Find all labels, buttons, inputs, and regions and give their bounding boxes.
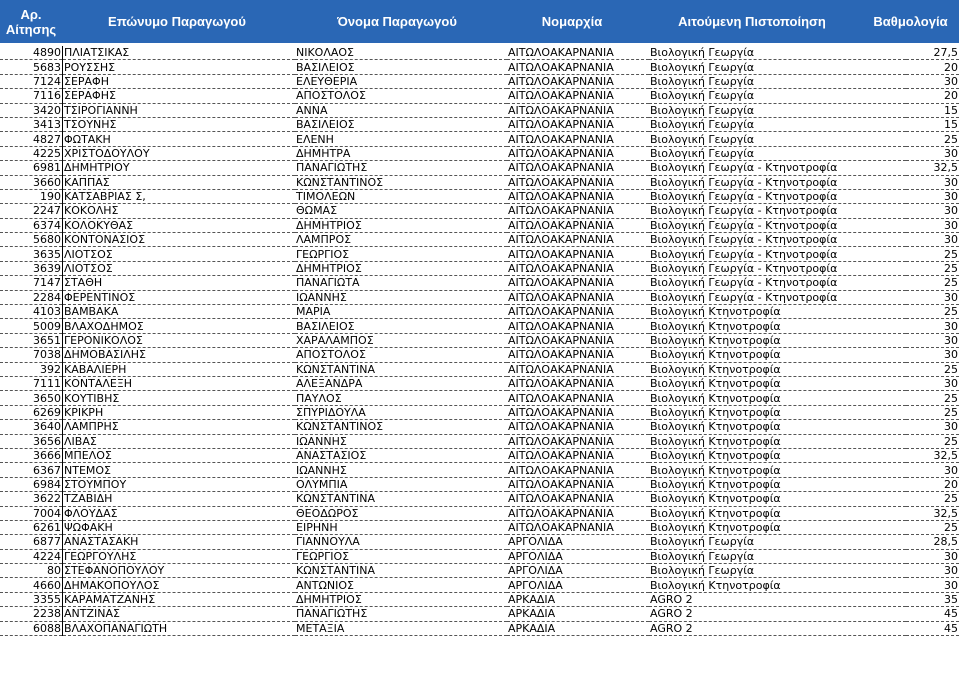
cell-name: ΔΗΜΗΤΡΙΟΣ [295, 218, 507, 232]
cell-surname: ΣΤΑΘΗ [63, 276, 296, 290]
cell-surname: ΣΕΡΑΦΗΣ [63, 89, 296, 103]
cell-prefecture: ΑΙΤΩΛΟΑΚΑΡΝΑΝΙΑ [507, 305, 649, 319]
cell-score: 30 [906, 74, 959, 88]
cell-name: ΒΑΣΙΛΕΙΟΣ [295, 60, 507, 74]
cell-surname: ΣΤΕΦΑΝΟΠΟΥΛΟΥ [63, 564, 296, 578]
cell-surname: ΣΤΟΥΜΠΟΥ [63, 477, 296, 491]
cell-id: 3660 [0, 175, 63, 189]
table-body [0, 46, 959, 636]
cell-id: 6261 [0, 520, 63, 534]
cell-score: 30 [906, 564, 959, 578]
cell-prefecture: ΑΙΤΩΛΟΑΚΑΡΝΑΝΙΑ [507, 189, 649, 203]
cell-score: 25 [906, 261, 959, 275]
cell-score: 30 [906, 578, 959, 592]
cell-name: ΓΕΩΡΓΙΟΣ [295, 247, 507, 261]
cell-prefecture: ΑΙΤΩΛΟΑΚΑΡΝΑΝΙΑ [507, 89, 649, 103]
cell-name: ΕΛΕΥΘΕΡΙΑ [295, 74, 507, 88]
cell-id: 3666 [0, 448, 63, 462]
cell-certification: Βιολογική Κτηνοτροφία [649, 391, 906, 405]
cell-score: 30 [906, 549, 959, 563]
cell-score: 25 [906, 247, 959, 261]
cell-prefecture: ΑΙΤΩΛΟΑΚΑΡΝΑΝΙΑ [507, 506, 649, 520]
cell-score: 25 [906, 492, 959, 506]
cell-name: ΜΕΤΑΞΙΑ [295, 621, 507, 635]
cell-id: 6984 [0, 477, 63, 491]
cell-certification: Βιολογική Κτηνοτροφία [649, 420, 906, 434]
cell-surname: ΔΗΜΑΚΟΠΟΥΛΟΣ [63, 578, 296, 592]
table-row[interactable] [0, 233, 959, 247]
table-row[interactable] [0, 117, 959, 131]
cell-prefecture: ΑΙΤΩΛΟΑΚΑΡΝΑΝΙΑ [507, 146, 649, 160]
cell-score: 15 [906, 103, 959, 117]
cell-score: 32,5 [906, 506, 959, 520]
cell-certification: Βιολογική Γεωργία [649, 117, 906, 131]
cell-certification: Βιολογική Κτηνοτροφία [649, 477, 906, 491]
cell-id: 3656 [0, 434, 63, 448]
cell-name: ΧΑΡΑΛΑΜΠΟΣ [295, 333, 507, 347]
cell-surname: ΛΑΜΠΡΗΣ [63, 420, 296, 434]
table-row[interactable] [0, 46, 959, 60]
cell-score: 30 [906, 290, 959, 304]
cell-certification: Βιολογική Γεωργία [649, 564, 906, 578]
table-row[interactable] [0, 463, 959, 477]
cell-id: 3622 [0, 492, 63, 506]
cell-name: ΠΑΝΑΓΙΩΤΗΣ [295, 161, 507, 175]
cell-name: ΜΑΡΙΑ [295, 305, 507, 319]
cell-score: 15 [906, 117, 959, 131]
cell-certification: Βιολογική Γεωργία - Κτηνοτροφία [649, 233, 906, 247]
cell-id: 7111 [0, 376, 63, 390]
table-row[interactable] [0, 261, 959, 275]
cell-prefecture: ΑΙΤΩΛΟΑΚΑΡΝΑΝΙΑ [507, 463, 649, 477]
cell-prefecture: ΑΙΤΩΛΟΑΚΑΡΝΑΝΙΑ [507, 218, 649, 232]
cell-id: 3420 [0, 103, 63, 117]
table-row[interactable] [0, 621, 959, 635]
cell-prefecture: ΑΙΤΩΛΟΑΚΑΡΝΑΝΙΑ [507, 319, 649, 333]
cell-prefecture: ΑΙΤΩΛΟΑΚΑΡΝΑΝΙΑ [507, 362, 649, 376]
table-row[interactable] [0, 564, 959, 578]
cell-name: ΤΙΜΟΛΕΩΝ [295, 189, 507, 203]
cell-surname: ΛΙΟΤΣΟΣ [63, 261, 296, 275]
cell-id: 392 [0, 362, 63, 376]
cell-surname: ΤΣΟΥΝΗΣ [63, 117, 296, 131]
cell-id: 2284 [0, 290, 63, 304]
cell-name: ΠΑΝΑΓΙΩΤΗΣ [295, 607, 507, 621]
cell-prefecture: ΑΙΤΩΛΟΑΚΑΡΝΑΝΙΑ [507, 261, 649, 275]
cell-surname: ΒΑΜΒΑΚΑ [63, 305, 296, 319]
cell-name: ΙΩΑΝΝΗΣ [295, 434, 507, 448]
cell-name: ΒΑΣΙΛΕΙΟΣ [295, 319, 507, 333]
cell-score: 30 [906, 175, 959, 189]
cell-certification: Βιολογική Κτηνοτροφία [649, 348, 906, 362]
table-row[interactable] [0, 146, 959, 160]
cell-certification: Βιολογική Γεωργία - Κτηνοτροφία [649, 204, 906, 218]
table-row[interactable] [0, 492, 959, 506]
cell-certification: Βιολογική Γεωργία [649, 535, 906, 549]
cell-score: 32,5 [906, 448, 959, 462]
table-row[interactable] [0, 592, 959, 606]
table-row[interactable] [0, 161, 959, 175]
table-row[interactable] [0, 290, 959, 304]
cell-id: 5683 [0, 60, 63, 74]
cell-id: 4660 [0, 578, 63, 592]
cell-surname: ΝΤΕΜΟΣ [63, 463, 296, 477]
table-row[interactable] [0, 607, 959, 621]
cell-id: 4103 [0, 305, 63, 319]
table-row[interactable] [0, 218, 959, 232]
cell-score: 45 [906, 607, 959, 621]
table-row[interactable] [0, 477, 959, 491]
cell-surname: ΦΕΡΕΝΤΙΝΟΣ [63, 290, 296, 304]
cell-surname: ΑΝΑΣΤΑΣΑΚΗ [63, 535, 296, 549]
cell-prefecture: ΑΙΤΩΛΟΑΚΑΡΝΑΝΙΑ [507, 520, 649, 534]
cell-surname: ΛΙΟΤΣΟΣ [63, 247, 296, 261]
cell-name: ΑΠΟΣΤΟΛΟΣ [295, 348, 507, 362]
cell-id: 80 [0, 564, 63, 578]
cell-prefecture: ΑΙΤΩΛΟΑΚΑΡΝΑΝΙΑ [507, 492, 649, 506]
cell-surname: ΠΛΙΑΤΣΙΚΑΣ [63, 46, 296, 60]
cell-certification: Βιολογική Γεωργία [649, 74, 906, 88]
cell-prefecture: ΑΙΤΩΛΟΑΚΑΡΝΑΝΙΑ [507, 247, 649, 261]
cell-name: ΓΕΩΡΓΙΟΣ [295, 549, 507, 563]
cell-score: 25 [906, 391, 959, 405]
cell-certification: Βιολογική Κτηνοτροφία [649, 520, 906, 534]
cell-name: ΙΩΑΝΝΗΣ [295, 290, 507, 304]
table-row[interactable] [0, 578, 959, 592]
column-header-certification[interactable]: Αιτούμενη Πιστοποίηση [678, 14, 826, 29]
cell-prefecture: ΑΡΚΑΔΙΑ [507, 592, 649, 606]
column-header-surname[interactable]: Επώνυμο Παραγωγού [108, 14, 246, 29]
cell-name: ΝΙΚΟΛΑΟΣ [295, 46, 507, 60]
table-row[interactable] [0, 175, 959, 189]
cell-certification: Βιολογική Γεωργία [649, 89, 906, 103]
cell-prefecture: ΑΙΤΩΛΟΑΚΑΡΝΑΝΙΑ [507, 204, 649, 218]
table-row[interactable] [0, 405, 959, 419]
cell-id: 190 [0, 189, 63, 203]
cell-score: 32,5 [906, 161, 959, 175]
cell-certification: Βιολογική Γεωργία - Κτηνοτροφία [649, 218, 906, 232]
cell-surname: ΒΛΑΧΟΔΗΜΟΣ [63, 319, 296, 333]
cell-id: 6367 [0, 463, 63, 477]
cell-id: 3639 [0, 261, 63, 275]
cell-certification: Βιολογική Κτηνοτροφία [649, 578, 906, 592]
cell-score: 30 [906, 376, 959, 390]
cell-score: 30 [906, 204, 959, 218]
cell-prefecture: ΑΙΤΩΛΟΑΚΑΡΝΑΝΙΑ [507, 477, 649, 491]
cell-name: ΓΙΑΝΝΟΥΛΑ [295, 535, 507, 549]
cell-id: 7116 [0, 89, 63, 103]
cell-certification: AGRO 2 [649, 621, 906, 635]
cell-certification: Βιολογική Κτηνοτροφία [649, 319, 906, 333]
cell-prefecture: ΑΙΤΩΛΟΑΚΑΡΝΑΝΙΑ [507, 233, 649, 247]
cell-name: ΟΛΥΜΠΙΑ [295, 477, 507, 491]
cell-certification: Βιολογική Γεωργία - Κτηνοτροφία [649, 161, 906, 175]
table-row[interactable] [0, 305, 959, 319]
table-row[interactable] [0, 420, 959, 434]
cell-score: 25 [906, 362, 959, 376]
cell-certification: Βιολογική Γεωργία [649, 60, 906, 74]
cell-id: 3651 [0, 333, 63, 347]
cell-name: ΕΛΕΝΗ [295, 132, 507, 146]
table-row[interactable] [0, 333, 959, 347]
cell-score: 20 [906, 89, 959, 103]
cell-certification: Βιολογική Κτηνοτροφία [649, 376, 906, 390]
cell-score: 25 [906, 132, 959, 146]
cell-surname: ΛΙΒΑΣ [63, 434, 296, 448]
cell-name: ΛΑΜΠΡΟΣ [295, 233, 507, 247]
table-row[interactable] [0, 276, 959, 290]
cell-prefecture: ΑΡΓΟΛΙΔΑ [507, 535, 649, 549]
column-header-name[interactable]: Όνομα Παραγωγού [337, 14, 457, 29]
cell-score: 25 [906, 405, 959, 419]
cell-id: 3650 [0, 391, 63, 405]
cell-prefecture: ΑΡΓΟΛΙΔΑ [507, 549, 649, 563]
cell-prefecture: ΑΙΤΩΛΟΑΚΑΡΝΑΝΙΑ [507, 103, 649, 117]
cell-score: 45 [906, 621, 959, 635]
table-row[interactable] [0, 549, 959, 563]
cell-surname: ΚΑΤΣΑΒΡΙΑΣ Σ, [63, 189, 296, 203]
cell-id: 4225 [0, 146, 63, 160]
cell-id: 6374 [0, 218, 63, 232]
table-row[interactable] [0, 247, 959, 261]
cell-name: ΚΩΝΣΤΑΝΤΙΝΑ [295, 492, 507, 506]
cell-name: ΒΑΣΙΛΕΙΟΣ [295, 117, 507, 131]
cell-id: 3635 [0, 247, 63, 261]
cell-prefecture: ΑΙΤΩΛΟΑΚΑΡΝΑΝΙΑ [507, 60, 649, 74]
cell-id: 2238 [0, 607, 63, 621]
cell-certification: Βιολογική Γεωργία - Κτηνοτροφία [649, 247, 906, 261]
cell-certification: Βιολογική Γεωργία [649, 132, 906, 146]
cell-surname: ΚΟΝΤΑΛΕΞΗ [63, 376, 296, 390]
table-row[interactable] [0, 319, 959, 333]
table-row[interactable] [0, 204, 959, 218]
cell-name: ΔΗΜΗΤΡΙΟΣ [295, 592, 507, 606]
cell-score: 30 [906, 189, 959, 203]
cell-certification: Βιολογική Κτηνοτροφία [649, 506, 906, 520]
cell-surname: ΣΕΡΑΦΗ [63, 74, 296, 88]
cell-score: 25 [906, 305, 959, 319]
cell-score: 30 [906, 319, 959, 333]
cell-certification: Βιολογική Κτηνοτροφία [649, 405, 906, 419]
table-row[interactable] [0, 376, 959, 390]
cell-id: 6088 [0, 621, 63, 635]
cell-surname: ΤΖΑΒΙΔΗ [63, 492, 296, 506]
table-row[interactable] [0, 448, 959, 462]
cell-name: ΑΝΤΩΝΙΟΣ [295, 578, 507, 592]
cell-certification: Βιολογική Γεωργία [649, 46, 906, 60]
cell-surname: ΦΛΟΥΔΑΣ [63, 506, 296, 520]
cell-certification: Βιολογική Κτηνοτροφία [649, 434, 906, 448]
table-row[interactable] [0, 506, 959, 520]
cell-surname: ΧΡΙΣΤΟΔΟΥΛΟΥ [63, 146, 296, 160]
cell-score: 30 [906, 463, 959, 477]
cell-surname: ΔΗΜΗΤΡΙΟΥ [63, 161, 296, 175]
cell-prefecture: ΑΙΤΩΛΟΑΚΑΡΝΑΝΙΑ [507, 46, 649, 60]
cell-prefecture: ΑΙΤΩΛΟΑΚΑΡΝΑΝΙΑ [507, 74, 649, 88]
cell-prefecture: ΑΙΤΩΛΟΑΚΑΡΝΑΝΙΑ [507, 348, 649, 362]
cell-surname: ΜΠΕΛΟΣ [63, 448, 296, 462]
cell-prefecture: ΑΙΤΩΛΟΑΚΑΡΝΑΝΙΑ [507, 405, 649, 419]
cell-name: ΔΗΜΗΤΡΙΟΣ [295, 261, 507, 275]
cell-id: 3640 [0, 420, 63, 434]
cell-surname: ΚΑΒΑΛΙΕΡΗ [63, 362, 296, 376]
cell-surname: ΓΕΩΡΓΟΥΛΗΣ [63, 549, 296, 563]
cell-score: 25 [906, 276, 959, 290]
cell-id: 5009 [0, 319, 63, 333]
cell-certification: AGRO 2 [649, 607, 906, 621]
table-row[interactable] [0, 103, 959, 117]
cell-name: ΑΠΟΣΤΟΛΟΣ [295, 89, 507, 103]
cell-id: 6877 [0, 535, 63, 549]
cell-score: 25 [906, 434, 959, 448]
cell-id: 7147 [0, 276, 63, 290]
cell-prefecture: ΑΙΤΩΛΟΑΚΑΡΝΑΝΙΑ [507, 161, 649, 175]
cell-certification: Βιολογική Γεωργία - Κτηνοτροφία [649, 276, 906, 290]
cell-id: 3355 [0, 592, 63, 606]
cell-name: ΘΩΜΑΣ [295, 204, 507, 218]
cell-score: 30 [906, 146, 959, 160]
cell-id: 6981 [0, 161, 63, 175]
cell-prefecture: ΑΙΤΩΛΟΑΚΑΡΝΑΝΙΑ [507, 175, 649, 189]
cell-surname: ΨΩΦΑΚΗ [63, 520, 296, 534]
cell-certification: Βιολογική Κτηνοτροφία [649, 333, 906, 347]
cell-name: ΕΙΡΗΝΗ [295, 520, 507, 534]
table-row[interactable] [0, 520, 959, 534]
cell-score: 30 [906, 233, 959, 247]
cell-prefecture: ΑΡΚΑΔΙΑ [507, 621, 649, 635]
cell-surname: ΔΗΜΟΒΑΣΙΛΗΣ [63, 348, 296, 362]
cell-certification: Βιολογική Κτηνοτροφία [649, 448, 906, 462]
table-row[interactable] [0, 434, 959, 448]
table-row[interactable] [0, 74, 959, 88]
cell-certification: Βιολογική Γεωργία [649, 103, 906, 117]
cell-id: 6269 [0, 405, 63, 419]
cell-id: 4224 [0, 549, 63, 563]
cell-id: 2247 [0, 204, 63, 218]
column-header-score[interactable]: Βαθμολογία [873, 14, 948, 29]
table-row[interactable] [0, 391, 959, 405]
cell-name: ΚΩΝΣΤΑΝΤΙΝΑ [295, 564, 507, 578]
cell-id: 7004 [0, 506, 63, 520]
cell-score: 25 [906, 520, 959, 534]
cell-surname: ΤΣΙΡΟΓΙΑΝΝΗ [63, 103, 296, 117]
cell-prefecture: ΑΙΤΩΛΟΑΚΑΡΝΑΝΙΑ [507, 117, 649, 131]
cell-prefecture: ΑΙΤΩΛΟΑΚΑΡΝΑΝΙΑ [507, 333, 649, 347]
producers-table [0, 46, 959, 636]
cell-name: ΚΩΝΣΤΑΝΤΙΝΑ [295, 362, 507, 376]
cell-score: 30 [906, 218, 959, 232]
cell-score: 28,5 [906, 535, 959, 549]
cell-surname: ΚΟΝΤΟΝΑΣΙΟΣ [63, 233, 296, 247]
cell-certification: Βιολογική Γεωργία - Κτηνοτροφία [649, 175, 906, 189]
cell-id: 7124 [0, 74, 63, 88]
table-row[interactable] [0, 362, 959, 376]
cell-score: 30 [906, 333, 959, 347]
cell-prefecture: ΑΙΤΩΛΟΑΚΑΡΝΑΝΙΑ [507, 290, 649, 304]
cell-id: 7038 [0, 348, 63, 362]
cell-name: ΙΩΑΝΝΗΣ [295, 463, 507, 477]
cell-score: 27,5 [906, 46, 959, 60]
cell-surname: ΑΝΤΖΙΝΑΣ [63, 607, 296, 621]
cell-name: ΔΗΜΗΤΡΑ [295, 146, 507, 160]
cell-prefecture: ΑΙΤΩΛΟΑΚΑΡΝΑΝΙΑ [507, 391, 649, 405]
cell-certification: Βιολογική Γεωργία - Κτηνοτροφία [649, 290, 906, 304]
cell-score: 30 [906, 348, 959, 362]
cell-id: 4827 [0, 132, 63, 146]
table-row[interactable] [0, 89, 959, 103]
cell-prefecture: ΑΡΚΑΔΙΑ [507, 607, 649, 621]
cell-surname: ΡΟΥΣΣΗΣ [63, 60, 296, 74]
cell-certification: Βιολογική Κτηνοτροφία [649, 463, 906, 477]
cell-name: ΚΩΝΣΤΑΝΤΙΝΟΣ [295, 175, 507, 189]
cell-name: ΑΛΕΞΑΝΔΡΑ [295, 376, 507, 390]
cell-certification: Βιολογική Γεωργία [649, 549, 906, 563]
cell-name: ΑΝΝΑ [295, 103, 507, 117]
table-row[interactable] [0, 132, 959, 146]
table-row[interactable] [0, 535, 959, 549]
cell-prefecture: ΑΙΤΩΛΟΑΚΑΡΝΑΝΙΑ [507, 376, 649, 390]
cell-surname: ΚΑΡΑΜΑΤΖΑΝΗΣ [63, 592, 296, 606]
cell-name: ΚΩΝΣΤΑΝΤΙΝΟΣ [295, 420, 507, 434]
cell-prefecture: ΑΙΤΩΛΟΑΚΑΡΝΑΝΙΑ [507, 276, 649, 290]
cell-certification: Βιολογική Γεωργία [649, 146, 906, 160]
column-header-prefecture[interactable]: Νομαρχία [541, 14, 603, 29]
table-row[interactable] [0, 348, 959, 362]
column-header-id[interactable]: Αρ. Αίτησης [5, 6, 57, 37]
cell-id: 4890 [0, 46, 63, 60]
cell-name: ΘΕΟΔΩΡΟΣ [295, 506, 507, 520]
cell-score: 30 [906, 420, 959, 434]
cell-score: 20 [906, 60, 959, 74]
cell-surname: ΚΑΠΠΑΣ [63, 175, 296, 189]
cell-prefecture: ΑΡΓΟΛΙΔΑ [507, 564, 649, 578]
cell-certification: AGRO 2 [649, 592, 906, 606]
cell-name: ΣΠΥΡΙΔΟΥΛΑ [295, 405, 507, 419]
table-header [0, 0, 959, 43]
cell-prefecture: ΑΙΤΩΛΟΑΚΑΡΝΑΝΙΑ [507, 132, 649, 146]
cell-score: 20 [906, 477, 959, 491]
cell-certification: Βιολογική Γεωργία - Κτηνοτροφία [649, 189, 906, 203]
table-row[interactable] [0, 60, 959, 74]
cell-surname: ΚΟΚΟΛΗΣ [63, 204, 296, 218]
cell-certification: Βιολογική Κτηνοτροφία [649, 305, 906, 319]
cell-prefecture: ΑΡΓΟΛΙΔΑ [507, 578, 649, 592]
cell-surname: ΚΟΥΤΙΒΗΣ [63, 391, 296, 405]
cell-score: 35 [906, 592, 959, 606]
cell-surname: ΓΕΡΟΝΙΚΟΛΟΣ [63, 333, 296, 347]
cell-name: ΠΑΝΑΓΙΩΤΑ [295, 276, 507, 290]
cell-certification: Βιολογική Κτηνοτροφία [649, 362, 906, 376]
cell-surname: ΒΛΑΧΟΠΑΝΑΓΙΩΤΗ [63, 621, 296, 635]
cell-name: ΑΝΑΣΤΑΣΙΟΣ [295, 448, 507, 462]
cell-surname: ΚΟΛΟΚΥΘΑΣ [63, 218, 296, 232]
cell-id: 5680 [0, 233, 63, 247]
cell-prefecture: ΑΙΤΩΛΟΑΚΑΡΝΑΝΙΑ [507, 448, 649, 462]
cell-id: 3413 [0, 117, 63, 131]
cell-surname: ΦΩΤΑΚΗ [63, 132, 296, 146]
cell-surname: ΚΡΙΚΡΗ [63, 405, 296, 419]
cell-name: ΠΑΥΛΟΣ [295, 391, 507, 405]
cell-prefecture: ΑΙΤΩΛΟΑΚΑΡΝΑΝΙΑ [507, 434, 649, 448]
cell-certification: Βιολογική Γεωργία - Κτηνοτροφία [649, 261, 906, 275]
cell-prefecture: ΑΙΤΩΛΟΑΚΑΡΝΑΝΙΑ [507, 420, 649, 434]
cell-certification: Βιολογική Κτηνοτροφία [649, 492, 906, 506]
table-row[interactable] [0, 189, 959, 203]
